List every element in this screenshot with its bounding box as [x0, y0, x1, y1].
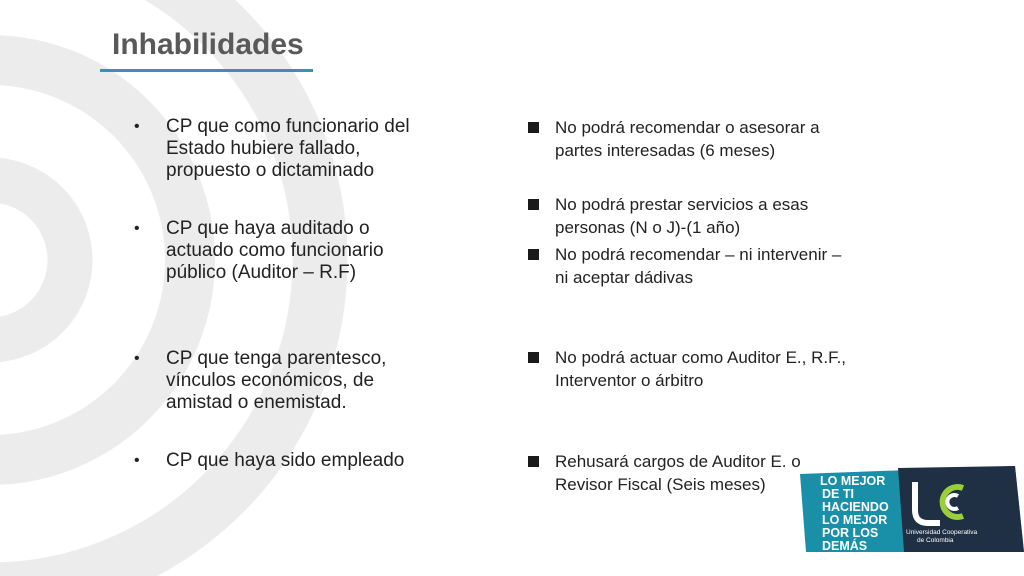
bullet-dot-icon: •	[134, 350, 140, 367]
left-item-text: CP que haya sido empleado	[166, 450, 405, 471]
square-bullet-icon	[528, 249, 539, 260]
right-item-text: No podrá recomendar – ni intervenir – ni aceptar dádivas	[555, 245, 842, 287]
left-item-2	[132, 218, 432, 284]
square-bullet-icon	[528, 122, 539, 133]
left-item-text: CP que tenga parentesco, vínculos económicos, de amistad o enemistad.	[166, 348, 387, 413]
slogan-line: HACIENDO	[822, 500, 889, 514]
right-item-text: No podrá prestar servicios a esas personas (N o J)-(1 año)	[555, 195, 809, 237]
left-item-1	[132, 116, 432, 182]
slogan-line: LO MEJOR	[820, 474, 886, 488]
bullet-dot-icon: •	[134, 452, 140, 469]
slogan-line: DE TI	[822, 487, 854, 501]
slogan-line: LO MEJOR	[822, 513, 888, 527]
right-item-1	[527, 116, 857, 162]
bullet-dot-icon: •	[134, 220, 140, 237]
right-item-2	[527, 193, 857, 239]
slogan-line: POR LOS	[822, 526, 879, 540]
bullet-dot-icon: •	[134, 118, 140, 135]
university-brand-logo	[800, 466, 1024, 552]
title-underline	[100, 69, 313, 72]
left-item-text: CP que haya auditado o actuado como funcionario público (Auditor – R.F)	[166, 218, 384, 283]
right-item-text: No podrá recomendar o asesorar a partes interesadas (6 meses)	[555, 118, 820, 160]
university-name-line2: de Colombia	[917, 537, 954, 544]
right-item-text: Rehusará cargos de Auditor E. o Revisor Fiscal (Seis meses)	[555, 452, 801, 494]
left-item-4	[132, 450, 432, 472]
right-item-4	[527, 346, 857, 392]
slogan-line: DEMÁS	[822, 539, 868, 552]
left-item-text: CP que como funcionario del Estado hubiere fallado, propuesto o dictaminado	[166, 116, 410, 181]
slide-title: Inhabilidades	[112, 28, 304, 61]
right-item-3	[527, 243, 857, 289]
right-item-text: No podrá actuar como Auditor E., R.F., Interventor o árbitro	[555, 348, 847, 390]
square-bullet-icon	[528, 199, 539, 210]
square-bullet-icon	[528, 456, 539, 467]
left-item-3	[132, 348, 432, 414]
university-name-line1: Universidad Cooperativa	[906, 529, 978, 536]
square-bullet-icon	[528, 352, 539, 363]
